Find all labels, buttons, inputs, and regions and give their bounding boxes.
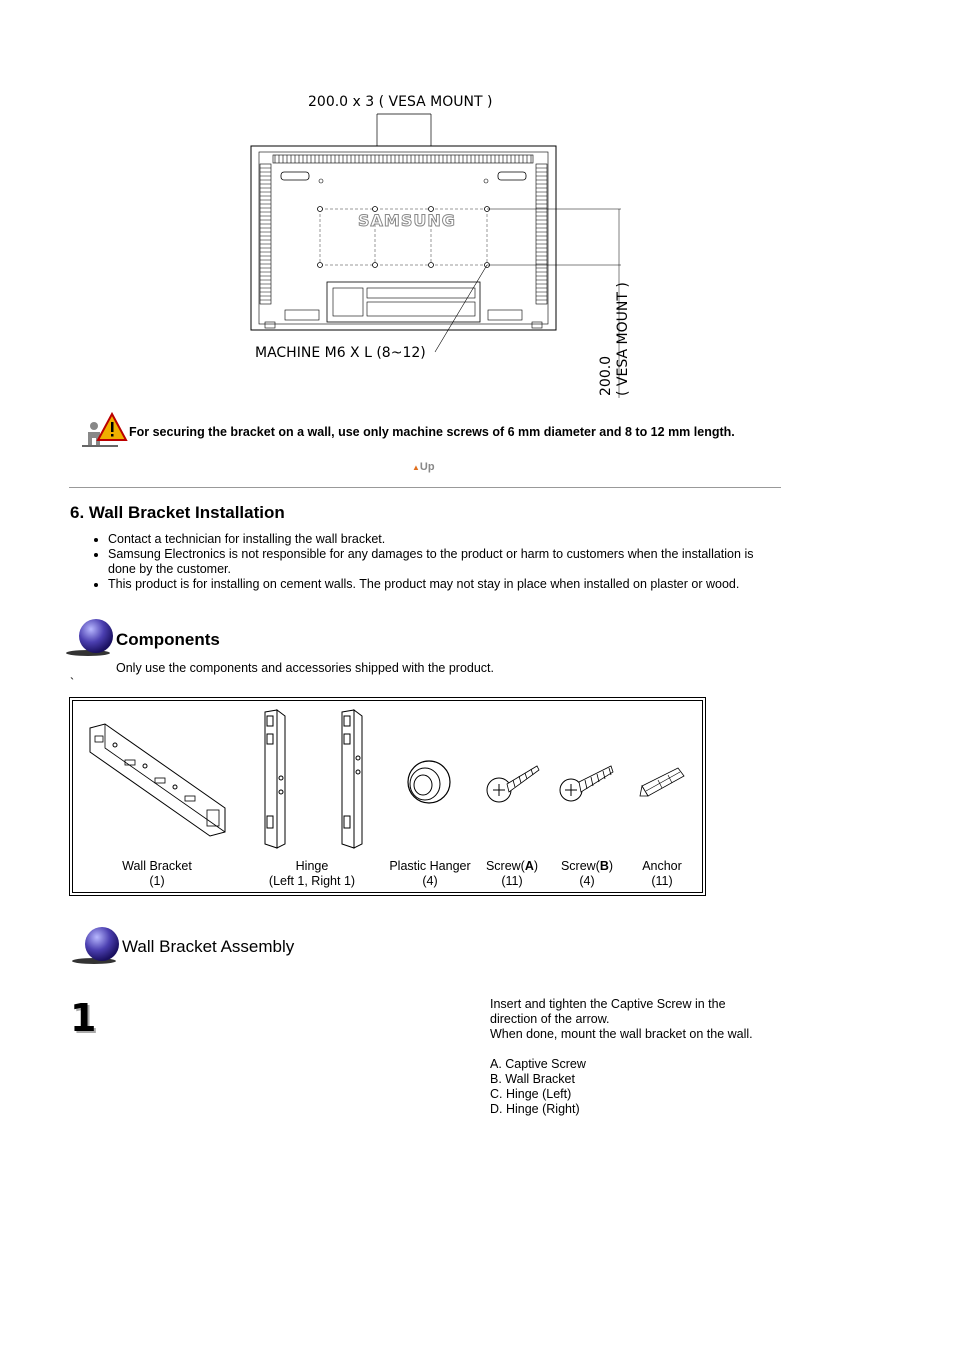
components-title: Components bbox=[116, 630, 220, 649]
component-name bbox=[477, 859, 547, 874]
bullet-item: • This product is for installing on cement walls. The product may not stay in place when installed on plaster or wood. bbox=[108, 577, 828, 592]
assembly-title: Wall Bracket Assembly bbox=[122, 937, 295, 956]
caution-person-icon bbox=[80, 412, 128, 450]
instruction-bullets bbox=[70, 532, 828, 592]
wall-bracket-image bbox=[85, 720, 230, 840]
component-name: Hinge bbox=[295, 859, 329, 873]
components-box bbox=[69, 697, 706, 896]
section-divider bbox=[69, 487, 781, 488]
component-name: Plastic Hanger bbox=[389, 859, 471, 873]
component-qty: (11) bbox=[651, 874, 673, 888]
plastic-hanger-image bbox=[403, 756, 453, 806]
component-qty: (Left 1, Right 1) bbox=[268, 874, 356, 888]
vesa-side-label bbox=[598, 282, 632, 396]
up-link[interactable] bbox=[412, 461, 435, 473]
instruction-line: When done, mount the wall bracket on the wall. bbox=[490, 1027, 753, 1041]
screw-spec-label: MACHINE M6 X L (8~12) bbox=[255, 345, 426, 361]
part-label: A. Captive Screw bbox=[490, 1057, 586, 1071]
component-caption bbox=[252, 859, 372, 889]
vesa-side-label-line2: ( VESA MOUNT ) bbox=[615, 282, 631, 396]
component-name-bold: B bbox=[599, 859, 609, 873]
instruction-line: Insert and tighten the Captive Screw in the direction of the arrow. bbox=[490, 997, 726, 1026]
vesa-side-label-line1: 200.0 bbox=[598, 355, 614, 396]
component-qty: (11) bbox=[501, 874, 523, 888]
component-caption bbox=[552, 859, 622, 889]
step-number: 1 bbox=[70, 996, 97, 1040]
component-caption bbox=[627, 859, 697, 889]
bullet-item: • Samsung Electronics is not responsible for any damages to the product or harm to customers when the installation is done by the customer. bbox=[108, 547, 828, 577]
component-qty: (4) bbox=[422, 874, 438, 888]
screw-b-image bbox=[557, 762, 617, 804]
anchor-image bbox=[638, 764, 688, 804]
sphere-bullet-icon bbox=[64, 618, 116, 658]
arrow-up-icon: ▲ bbox=[412, 463, 420, 472]
component-name bbox=[552, 859, 622, 874]
warning-text: For securing the bracket on a wall, use only machine screws of 6 mm diameter and 8 to 12 mm length. bbox=[129, 425, 735, 439]
component-qty: (4) bbox=[579, 874, 595, 888]
component-caption bbox=[107, 859, 207, 889]
bullet-item: • Contact a technician for installing the wall bracket. bbox=[108, 532, 828, 547]
tick-mark: ` bbox=[70, 676, 75, 690]
hinge-right-image bbox=[332, 708, 392, 850]
component-name: Wall Bracket bbox=[122, 859, 192, 873]
part-label: D. Hinge (Right) bbox=[490, 1102, 580, 1116]
up-link-label: Up bbox=[419, 461, 435, 473]
component-caption bbox=[477, 859, 547, 889]
component-caption bbox=[380, 859, 480, 889]
step-instructions bbox=[490, 997, 790, 1117]
part-label: B. Wall Bracket bbox=[490, 1072, 575, 1086]
vesa-top-label: 200.0 x 3 ( VESA MOUNT ) bbox=[308, 94, 493, 110]
component-name-suffix: ) bbox=[608, 859, 614, 873]
component-name-prefix: Screw( bbox=[560, 859, 600, 873]
screw-a-image bbox=[485, 760, 541, 806]
hinge-left-image bbox=[255, 708, 315, 850]
sphere-bullet-icon bbox=[70, 926, 122, 966]
section-title: 6. Wall Bracket Installation bbox=[70, 503, 285, 522]
components-note: Only use the components and accessories shipped with the product. bbox=[116, 661, 494, 675]
component-name-prefix: Screw( bbox=[485, 859, 525, 873]
part-label: C. Hinge (Left) bbox=[490, 1087, 572, 1101]
brand-label: SAMSUNG bbox=[358, 211, 456, 230]
component-name-bold: A bbox=[524, 859, 534, 873]
component-name: Anchor bbox=[642, 859, 682, 873]
component-qty: (1) bbox=[149, 874, 165, 888]
component-name-suffix: ) bbox=[533, 859, 539, 873]
